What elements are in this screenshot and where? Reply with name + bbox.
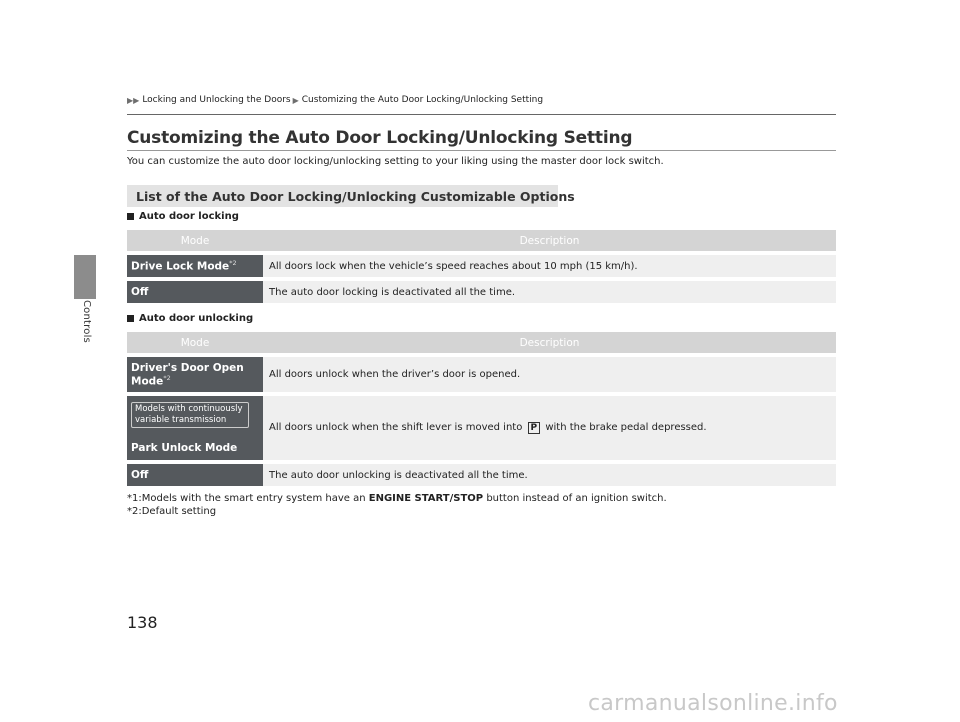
mode-column-header: Mode — [127, 332, 263, 353]
description-cell: The auto door unlocking is deactivated all the time. — [263, 464, 836, 486]
header-divider — [127, 114, 836, 115]
unlocking-subheading — [127, 313, 253, 324]
description-cell: All doors lock when the vehicle’s speed reaches about 10 mph (15 km/h). — [263, 255, 836, 277]
mode-cell — [127, 357, 263, 392]
breadcrumb-current: Customizing the Auto Door Locking/Unlocking Setting — [301, 95, 544, 105]
footnote-ref: *2 — [163, 373, 171, 382]
description-column-header: Description — [263, 332, 836, 353]
table-row — [127, 357, 836, 392]
square-bullet-icon — [127, 315, 134, 322]
table-row — [127, 396, 836, 460]
table-header-row — [127, 230, 836, 251]
footnote-1 — [127, 493, 667, 504]
mode-name: Park Unlock Mode — [131, 442, 238, 454]
description-text: with the brake pedal depressed. — [545, 422, 707, 433]
unlocking-options-table — [127, 328, 836, 490]
mode-cell: Off — [127, 281, 263, 303]
square-bullet-icon — [127, 213, 134, 220]
section-heading-text: List of the Auto Door Locking/Unlocking Customizable Options — [136, 188, 575, 204]
side-tab-label: Controls — [81, 300, 92, 343]
unlocking-subheading-text: Auto door unlocking — [139, 313, 254, 324]
locking-options-table — [127, 226, 836, 307]
model-applicability-note: Models with continuously variable transmission — [131, 402, 249, 428]
watermark: carmanualsonline.info — [588, 691, 838, 716]
breadcrumb-link-locking[interactable]: Locking and Unlocking the Doors — [142, 95, 291, 105]
page-title: Customizing the Auto Door Locking/Unlocking Setting — [127, 128, 633, 148]
table-row — [127, 255, 836, 277]
footnote-2: *2:Default setting — [127, 506, 217, 517]
section-heading — [127, 185, 575, 207]
mode-column-header: Mode — [127, 230, 263, 251]
page-number: 138 — [127, 613, 158, 632]
breadcrumb — [127, 95, 543, 105]
locking-subheading-text: Auto door locking — [139, 211, 239, 222]
footnote-bold-term: ENGINE START/STOP — [368, 493, 484, 504]
description-cell: The auto door locking is deactivated all the time. — [263, 281, 836, 303]
locking-subheading — [127, 211, 239, 222]
footnote-text: button instead of an ignition switch. — [486, 493, 667, 504]
description-text: All doors unlock when the shift lever is moved into — [269, 422, 523, 433]
mode-cell: Off — [127, 464, 263, 486]
table-header-row — [127, 332, 836, 353]
mode-cell — [127, 255, 263, 277]
footnote-text: *1:Models with the smart entry system have an — [127, 493, 366, 504]
footnote-ref: *2 — [229, 259, 237, 268]
description-column-header: Description — [263, 230, 836, 251]
intro-text: You can customize the auto door locking/unlocking setting to your liking using the master door lock switch. — [127, 156, 664, 167]
mode-name: Driver's Door Open Mode — [131, 361, 244, 388]
side-tab-marker — [74, 255, 96, 299]
breadcrumb-arrow-icon: ▶▶ — [127, 95, 140, 105]
table-row — [127, 464, 836, 486]
title-divider — [127, 150, 836, 151]
mode-name: Drive Lock Mode — [131, 260, 230, 273]
table-row — [127, 281, 836, 303]
park-gear-symbol: P — [528, 422, 541, 434]
description-cell — [263, 396, 836, 460]
breadcrumb-arrow-icon: ▶ — [292, 95, 299, 105]
mode-cell — [127, 396, 263, 460]
description-cell: All doors unlock when the driver’s door is opened. — [263, 357, 836, 392]
